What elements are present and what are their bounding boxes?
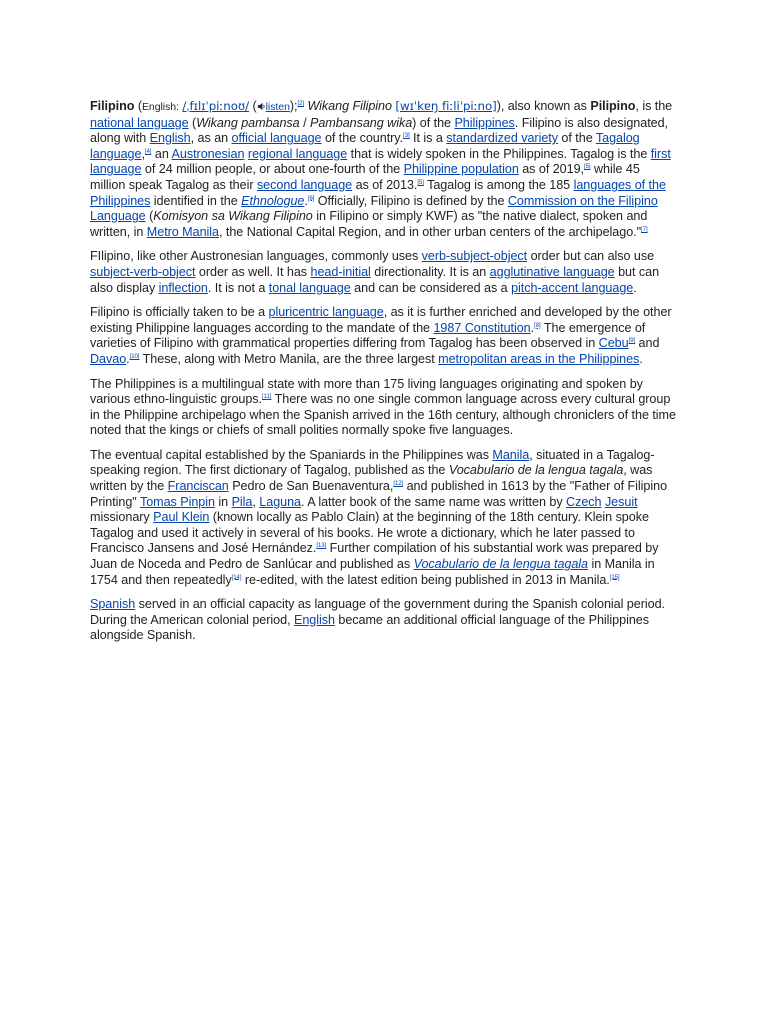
link-metropolitan-areas[interactable]: metropolitan areas in the Philippines (438, 351, 640, 366)
link-tomas-pinpin[interactable]: Tomas Pinpin (139, 494, 215, 509)
citation-12[interactable]: [12] (393, 480, 404, 487)
citation-9[interactable]: [9] (628, 338, 636, 345)
link-commission-filipino-language[interactable]: Commission on the Filipino Language (90, 193, 658, 224)
article-body (90, 99, 677, 653)
link-philippines[interactable]: Philippines (454, 115, 515, 130)
link-languages-of-the-philippines[interactable]: languages of the Philippines (90, 177, 666, 208)
term-wikang-filipino: Wikang Filipino (307, 99, 392, 113)
link-english[interactable]: English (149, 131, 191, 146)
citation-8[interactable]: [8] (534, 322, 541, 329)
link-austronesian[interactable]: Austronesian (171, 146, 245, 161)
citation-5a[interactable]: [5] (584, 164, 591, 171)
paragraph-5: The eventual capital established by the Spaniards in the Philippines was Manila, situated in a Tagalog-speaking region. The first dictionary of Tagalog, published as the Vocabulario de la lengua tagala, was written by the Franciscan Pedro de San Buenaventura,[12] and published in 1613 by the "Father of Filipino Printing" Tomas Pinpin in Pila, Laguna. A latter book of the same name was written by Czech Jesuit missionary Paul Klein (known locally as Pablo Clain) at the beginning of the 18th century. Klein spoke Tagalog and used it actively in several of his books. He wrote a dictionary, which he later passed to Francisco Jansens and José Hernández.[13] Further compilation of his substantial work was prepared by Juan de Noceda and Pedro de Sanlúcar and published as Vocabulario de la lengua tagala in Manila in 1754 and then repeatedly[14] re-edited, with the latest edition being published in 2013 in Manila.[15] (90, 447, 668, 587)
paragraph-4: The Philippines is a multilingual state with more than 175 living languages originating and spoken by various ethno-linguistic groups.[11] There was no one single common language across every cultural group in the Philippine archipelago when the Spanish arrived in the 16th century, although chroniclers of the time noted that the kings or chiefs of small polities normally spoke five languages. (90, 376, 676, 438)
link-head-initial[interactable]: head-initial (310, 264, 371, 279)
link-inflection[interactable]: inflection (158, 280, 208, 295)
link-davao[interactable]: Davao (90, 351, 127, 366)
citation-7[interactable]: [7] (641, 226, 648, 233)
link-verb-subject-object[interactable]: verb-subject-object (421, 249, 528, 264)
citation-6[interactable]: [6] (307, 195, 315, 202)
link-official-language[interactable]: official language (231, 131, 322, 146)
link-regional-language[interactable]: regional language (247, 146, 348, 161)
link-first-language[interactable]: first language (90, 146, 671, 177)
term-wikang-pambansa: Wikang pambansa (196, 115, 300, 130)
link-tagalog-language[interactable]: Tagalog language (90, 131, 640, 161)
link-spanish[interactable]: Spanish (90, 597, 136, 612)
paragraph-2: FIlipino, like other Austronesian languages, commonly uses verb-subject-object order but can also use subject-verb-object order as well. It has head-initial directionality. It is an agglutinative language but can also display inflection. It is not a tonal language and can be considered as a pitch-accent language. (90, 249, 660, 295)
link-ethnologue[interactable]: Ethnologue (241, 193, 305, 208)
link-manila[interactable]: Manila (492, 447, 530, 462)
link-subject-verb-object[interactable]: subject-verb-object (90, 264, 196, 279)
citation-10[interactable]: [10] (129, 353, 140, 360)
listen-link[interactable]: listen (265, 101, 290, 113)
citation-14[interactable]: [14] (231, 574, 242, 581)
speaker-icon[interactable] (257, 102, 266, 111)
link-pitch-accent-language[interactable]: pitch-accent language (511, 280, 634, 295)
ipa-english-link[interactable]: /ˌfɪlɪˈpiːnoʊ/ (182, 99, 250, 113)
ipa-tagalog-link[interactable]: [wɪˈkɐŋ fiːliˈpiːno] (395, 99, 497, 113)
link-agglutinative-language[interactable]: agglutinative language (489, 264, 615, 279)
term-filipino: Filipino (90, 99, 135, 113)
citation-15[interactable]: [15] (609, 574, 620, 581)
paragraph-1: Filipino (English: /ˌfɪlɪˈpiːnoʊ/ ( listen);[2] Wikang Filipino [wɪˈkɐŋ fiːliˈpiːno]), also known as Pilipino, is the national language (Wikang pambansa / Pambansang wika) of the Philippines. Filipino is also designated, along with English, as an official language of the country.[3] It is a standardized variety of the Tagalog language,[4] an Austronesian regional language that is widely spoken in the Philippines. Tagalog is the first language of 24 million people, or about one-fourth of the Philippine population as of 2019,[5] while 45 million speak Tagalog as their second language as of 2013.[5] Tagalog is among the 185 languages of the Philippines identified in the Ethnologue.[6] Officially, Filipino is defined by the Commission on the Filipino Language (Komisyon sa Wikang Filipino in Filipino or simply KWF) as "the native dialect, spoken and written, in Metro Manila, the National Capital Region, and in other urban centers of the archipelago."[7] (90, 99, 673, 239)
paragraph-3: Filipino is officially taken to be a pluricentric language, as it is further enriched and developed by the other existing Philippine languages according to the mandate of the 1987 Constitution.[8] The emergence of varieties of Filipino with grammatical properties differing from Tagalog has been observed in Cebu[9] and Davao.[10] These, along with Metro Manila, are the three largest metropolitan areas in the Philippines. (90, 305, 672, 366)
link-paul-klein[interactable]: Paul Klein (153, 510, 210, 525)
link-tonal-language[interactable]: tonal language (268, 280, 351, 295)
link-national-language[interactable]: national language (90, 115, 189, 130)
term-pambansang-wika: Pambansang wika (310, 115, 413, 130)
link-czech[interactable]: Czech (566, 494, 602, 509)
link-english-2[interactable]: English (293, 612, 335, 627)
link-1987-constitution[interactable]: 1987 Constitution (433, 320, 531, 335)
citation-11[interactable]: [11] (262, 393, 272, 400)
term-pilipino: Pilipino (590, 99, 636, 113)
citation-3[interactable]: [3] (403, 133, 410, 139)
term-komisyon: Komisyon sa Wikang Filipino (153, 209, 313, 224)
citation-4[interactable]: [4] (144, 148, 152, 155)
citation-13[interactable]: [13] (316, 543, 327, 550)
paragraph-6: Spanish served in an official capacity as language of the government during the Spanish colonial period. During the American colonial period, English became an additional official language of the Philippines alongside Spanish. (90, 597, 665, 643)
link-jesuit[interactable]: Jesuit (604, 494, 638, 509)
link-metro-manila[interactable]: Metro Manila (146, 224, 219, 239)
link-second-language[interactable]: second language (256, 177, 353, 192)
citation-5b[interactable]: [5] (417, 179, 424, 186)
link-cebu[interactable]: Cebu (598, 336, 629, 351)
lang-label: English: (141, 101, 179, 113)
citation-2[interactable]: [2] (297, 100, 304, 107)
term-vocabulario: Vocabulario de la lengua tagala (448, 463, 624, 478)
link-pila[interactable]: Pila (231, 494, 253, 509)
link-standardized-variety[interactable]: standardized variety (446, 131, 558, 146)
link-franciscan[interactable]: Franciscan (167, 479, 229, 494)
link-laguna[interactable]: Laguna (259, 494, 302, 509)
link-vocabulario[interactable]: Vocabulario de la lengua tagala (413, 557, 589, 572)
link-pluricentric-language[interactable]: pluricentric language (268, 305, 384, 320)
link-philippine-population[interactable]: Philippine population (403, 162, 519, 177)
